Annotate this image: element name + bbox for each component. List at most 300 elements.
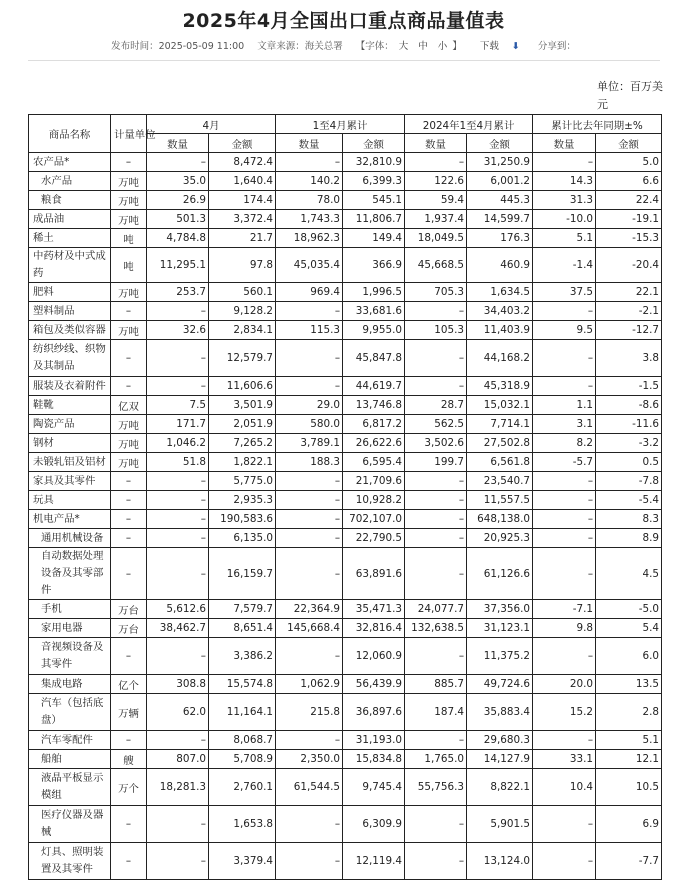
cell-value: 4.5 [596,548,662,600]
font-size-control [356,41,462,52]
cell-commodity: 服装及衣着附件 [29,377,111,396]
cell-value: 1.1 [533,396,596,415]
cell-value: – [405,731,467,750]
cell-value: 23,540.7 [467,472,533,491]
table-row [29,510,662,529]
cell-unit: – [111,472,147,491]
cell-value: – [276,472,343,491]
unit-label: 单位：百万美元 [597,80,663,111]
header-qty: 数量 [533,134,596,153]
cell-value: – [276,377,343,396]
cell-value: 29,680.3 [467,731,533,750]
cell-value: 38,462.7 [147,619,209,638]
cell-value: 7,265.2 [209,434,276,453]
cell-commodity: 玩具 [29,491,111,510]
cell-value: 560.1 [209,283,276,302]
header-amt: 金额 [343,134,405,153]
cell-value: 562.5 [405,415,467,434]
cell-value: 13,746.8 [343,396,405,415]
cell-value: 14,127.9 [467,750,533,769]
cell-value: 20.0 [533,675,596,694]
cell-commodity: 箱包及类似容器 [29,321,111,340]
header-prev-cumulative: 2024年1至4月累计 [405,115,533,134]
cell-value: – [533,377,596,396]
cell-commodity: 手机 [29,600,111,619]
page-title: 2025年4月全国出口重点商品量值表 [182,10,505,32]
cell-unit: 艘 [111,750,147,769]
cell-commodity: 汽车（包括底盘） [29,694,111,731]
cell-commodity: 通用机械设备 [29,529,111,548]
cell-commodity: 陶瓷产品 [29,415,111,434]
cell-value: 8.9 [596,529,662,548]
table-row [29,340,662,377]
cell-value: 14,599.7 [467,210,533,229]
cell-value: 253.7 [147,283,209,302]
cell-value: -7.1 [533,600,596,619]
cell-value: 33,681.6 [343,302,405,321]
cell-value: 56,439.9 [343,675,405,694]
cell-unit: 万吨 [111,191,147,210]
cell-value: 8.2 [533,434,596,453]
cell-value: -1.4 [533,248,596,283]
cell-value: 15.2 [533,694,596,731]
cell-value: – [405,377,467,396]
cell-unit: 万吨 [111,283,147,302]
cell-commodity: 成品油 [29,210,111,229]
cell-value: 3,372.4 [209,210,276,229]
cell-value: 12.1 [596,750,662,769]
cell-value: 190,583.6 [209,510,276,529]
cell-unit: – [111,806,147,843]
cell-value: 34,403.2 [467,302,533,321]
cell-value: – [276,302,343,321]
divider [28,60,660,61]
header-cumulative: 1至4月累计 [276,115,405,134]
cell-value: 22,364.9 [276,600,343,619]
font-size-open: 【字体： [355,41,394,52]
cell-value: 885.7 [405,675,467,694]
cell-value: – [147,302,209,321]
cell-value: 37,356.0 [467,600,533,619]
cell-value: 3,379.4 [209,843,276,880]
table-row [29,472,662,491]
table-row [29,600,662,619]
cell-value: 15,834.8 [343,750,405,769]
cell-value: 7,579.7 [209,600,276,619]
download-label: 下载 [479,41,499,52]
cell-value: 2,935.3 [209,491,276,510]
cell-value: – [276,510,343,529]
table-row [29,396,662,415]
cell-value: 9,955.0 [343,321,405,340]
cell-unit: – [111,302,147,321]
cell-value: – [405,843,467,880]
cell-value: 5.0 [596,153,662,172]
cell-unit: – [111,638,147,675]
table-row [29,491,662,510]
cell-unit: – [111,731,147,750]
cell-value: 2,350.0 [276,750,343,769]
cell-value: 18,962.3 [276,229,343,248]
cell-value: – [533,491,596,510]
cell-value: – [405,302,467,321]
cell-value: 11,164.1 [209,694,276,731]
cell-value: 648,138.0 [467,510,533,529]
cell-value: 7.5 [147,396,209,415]
cell-value: 215.8 [276,694,343,731]
cell-commodity: 粮食 [29,191,111,210]
cell-value: 6.9 [596,806,662,843]
header-april: 4月 [147,115,276,134]
cell-value: 35.0 [147,172,209,191]
cell-value: – [405,529,467,548]
table-row [29,548,662,600]
cell-value: -7.8 [596,472,662,491]
cell-value: 3,789.1 [276,434,343,453]
cell-value: – [405,548,467,600]
cell-value: 3,502.6 [405,434,467,453]
cell-value: 31,250.9 [467,153,533,172]
cell-value: – [405,806,467,843]
cell-value: 969.4 [276,283,343,302]
cell-value: – [147,153,209,172]
cell-value: 31.3 [533,191,596,210]
cell-value: 8,822.1 [467,769,533,806]
cell-commodity: 中药材及中式成药 [29,248,111,283]
cell-unit: 万个 [111,769,147,806]
header-qty: 数量 [276,134,343,153]
cell-value: 14.3 [533,172,596,191]
cell-value: 33.1 [533,750,596,769]
cell-commodity: 液晶平板显示模组 [29,769,111,806]
header-qty: 数量 [405,134,467,153]
table-row [29,694,662,731]
cell-value: 501.3 [147,210,209,229]
cell-value: – [276,529,343,548]
cell-commodity: 机电产品* [29,510,111,529]
cell-unit: 万吨 [111,434,147,453]
cell-value: 0.5 [596,453,662,472]
cell-commodity: 塑料制品 [29,302,111,321]
cell-value: 59.4 [405,191,467,210]
cell-value: – [147,843,209,880]
cell-unit: – [111,548,147,600]
cell-commodity: 医疗仪器及器械 [29,806,111,843]
cell-value: 78.0 [276,191,343,210]
cell-value: 3.1 [533,415,596,434]
cell-value: – [533,340,596,377]
cell-value: – [147,510,209,529]
cell-value: 11,806.7 [343,210,405,229]
cell-value: – [533,510,596,529]
cell-value: – [405,491,467,510]
cell-value: 5,775.0 [209,472,276,491]
cell-value: – [276,638,343,675]
cell-unit: 亿个 [111,675,147,694]
cell-value: – [276,491,343,510]
share-label: 分享到： [537,41,576,52]
cell-value: 6,001.2 [467,172,533,191]
table-row [29,191,662,210]
cell-unit: – [111,843,147,880]
cell-value: 2,834.1 [209,321,276,340]
cell-value: 366.9 [343,248,405,283]
cell-value: 5.4 [596,619,662,638]
cell-value: – [405,638,467,675]
cell-value: 45,847.8 [343,340,405,377]
header-name: 商品名称 [29,115,111,153]
cell-value: 32,810.9 [343,153,405,172]
cell-value: 6,817.2 [343,415,405,434]
table-row [29,172,662,191]
cell-value: 6,135.0 [209,529,276,548]
cell-value: 13.5 [596,675,662,694]
cell-value: 5.1 [533,229,596,248]
article-meta [0,38,687,52]
cell-value: 11,295.1 [147,248,209,283]
cell-commodity: 稀土 [29,229,111,248]
article-source: 文章来源：海关总署 [257,41,343,52]
cell-value: 445.3 [467,191,533,210]
cell-value: 22,790.5 [343,529,405,548]
table-row [29,731,662,750]
cell-value: 9,745.4 [343,769,405,806]
cell-value: 11,606.6 [209,377,276,396]
cell-unit: 万吨 [111,210,147,229]
cell-unit: – [111,529,147,548]
cell-value: – [405,510,467,529]
cell-value: 580.0 [276,415,343,434]
cell-commodity: 音视频设备及其零件 [29,638,111,675]
cell-value: 122.6 [405,172,467,191]
cell-value: 11,403.9 [467,321,533,340]
download-icon: ⬇ [511,41,520,52]
cell-value: 11,557.5 [467,491,533,510]
cell-value: -5.7 [533,453,596,472]
table-row [29,434,662,453]
cell-value: 807.0 [147,750,209,769]
cell-unit: 万吨 [111,415,147,434]
cell-value: 1,765.0 [405,750,467,769]
cell-value: 27,502.8 [467,434,533,453]
cell-value: 26.9 [147,191,209,210]
publish-time: 发布时间：2025-05-09 11:00 [111,41,245,52]
cell-commodity: 灯具、照明装置及其零件 [29,843,111,880]
cell-value: – [533,806,596,843]
cell-value: 8.3 [596,510,662,529]
cell-commodity: 肥料 [29,283,111,302]
cell-commodity: 汽车零配件 [29,731,111,750]
cell-commodity: 水产品 [29,172,111,191]
table-row [29,302,662,321]
cell-unit: 万吨 [111,453,147,472]
cell-value: 1,996.5 [343,283,405,302]
table-row [29,415,662,434]
font-medium-link[interactable]: 中 [418,41,428,52]
font-size-close: 】 [452,41,462,52]
cell-value: 21.7 [209,229,276,248]
cell-value: 51.8 [147,453,209,472]
cell-value: – [533,843,596,880]
cell-value: 2,760.1 [209,769,276,806]
cell-value: 31,123.1 [467,619,533,638]
cell-value: 5,708.9 [209,750,276,769]
table-row [29,769,662,806]
cell-value: 705.3 [405,283,467,302]
cell-value: -10.0 [533,210,596,229]
cell-value: 45,668.5 [405,248,467,283]
cell-value: 22.1 [596,283,662,302]
cell-value: – [147,472,209,491]
cell-value: 15,574.8 [209,675,276,694]
cell-value: 3.8 [596,340,662,377]
cell-value: -8.6 [596,396,662,415]
cell-value: 1,743.3 [276,210,343,229]
cell-value: – [276,548,343,600]
cell-value: 10.5 [596,769,662,806]
cell-value: 6.0 [596,638,662,675]
cell-value: 6,595.4 [343,453,405,472]
cell-value: 16,159.7 [209,548,276,600]
cell-unit: 吨 [111,229,147,248]
cell-unit: 万吨 [111,321,147,340]
cell-value: 26,622.6 [343,434,405,453]
cell-value: 132,638.5 [405,619,467,638]
header-unit: 计量单位 [111,115,147,153]
cell-value: 199.7 [405,453,467,472]
cell-value: 2.8 [596,694,662,731]
cell-value: 28.7 [405,396,467,415]
cell-unit: – [111,153,147,172]
cell-value: 140.2 [276,172,343,191]
cell-value: 22.4 [596,191,662,210]
cell-value: 61,126.6 [467,548,533,600]
cell-value: 12,119.4 [343,843,405,880]
cell-commodity: 钢材 [29,434,111,453]
cell-value: 44,619.7 [343,377,405,396]
cell-value: 2,051.9 [209,415,276,434]
cell-value: 187.4 [405,694,467,731]
cell-value: 1,640.4 [209,172,276,191]
cell-value: 1,062.9 [276,675,343,694]
table-row [29,529,662,548]
table-body [29,153,662,880]
cell-unit: 万辆 [111,694,147,731]
header-amt: 金额 [467,134,533,153]
cell-commodity: 鞋靴 [29,396,111,415]
download-link[interactable] [475,41,525,52]
cell-commodity: 纺织纱线、织物及其制品 [29,340,111,377]
cell-value: – [405,340,467,377]
table-row [29,843,662,880]
cell-value: 6,309.9 [343,806,405,843]
cell-value: – [147,377,209,396]
cell-value: -5.0 [596,600,662,619]
cell-value: -11.6 [596,415,662,434]
cell-value: 45,318.9 [467,377,533,396]
cell-value: 31,193.0 [343,731,405,750]
cell-value: 308.8 [147,675,209,694]
cell-value: – [533,638,596,675]
cell-value: 4,784.8 [147,229,209,248]
cell-value: 11,375.2 [467,638,533,675]
cell-commodity: 集成电路 [29,675,111,694]
cell-value: 35,471.3 [343,600,405,619]
cell-value: – [147,529,209,548]
cell-value: 12,060.9 [343,638,405,675]
font-small-link[interactable]: 小 [437,41,448,52]
cell-value: 21,709.6 [343,472,405,491]
cell-value: 1,046.2 [147,434,209,453]
cell-value: – [276,843,343,880]
cell-value: 20,925.3 [467,529,533,548]
cell-value: 145,668.4 [276,619,343,638]
cell-value: 9,128.2 [209,302,276,321]
cell-commodity: 家用电器 [29,619,111,638]
cell-value: – [533,731,596,750]
cell-value: – [147,491,209,510]
table-row [29,153,662,172]
cell-value: 12,579.7 [209,340,276,377]
cell-value: 49,724.6 [467,675,533,694]
table-row [29,377,662,396]
cell-value: 702,107.0 [343,510,405,529]
cell-value: 62.0 [147,694,209,731]
cell-commodity: 船舶 [29,750,111,769]
font-large-link[interactable]: 大 [398,41,409,52]
header-change: 累计比去年同期±% [533,115,662,134]
cell-value: -20.4 [596,248,662,283]
cell-commodity: 农产品* [29,153,111,172]
cell-value: 45,035.4 [276,248,343,283]
cell-value: 18,281.3 [147,769,209,806]
cell-value: 5,612.6 [147,600,209,619]
cell-unit: 万台 [111,600,147,619]
table-row [29,806,662,843]
cell-value: 115.3 [276,321,343,340]
cell-value: 1,653.8 [209,806,276,843]
cell-value: 35,883.4 [467,694,533,731]
cell-value: – [533,548,596,600]
cell-value: 6.6 [596,172,662,191]
cell-value: -19.1 [596,210,662,229]
cell-value: 13,124.0 [467,843,533,880]
cell-value: 3,501.9 [209,396,276,415]
cell-value: 5,901.5 [467,806,533,843]
cell-value: -1.5 [596,377,662,396]
cell-value: – [147,806,209,843]
cell-commodity: 未锻轧铝及铝材 [29,453,111,472]
cell-value: -5.4 [596,491,662,510]
cell-value: 63,891.6 [343,548,405,600]
cell-value: – [147,638,209,675]
header-qty: 数量 [147,134,209,153]
export-table [28,114,662,880]
cell-value: – [533,153,596,172]
cell-value: 171.7 [147,415,209,434]
table-row [29,619,662,638]
cell-value: – [147,731,209,750]
table-row [29,283,662,302]
cell-value: 1,937.4 [405,210,467,229]
cell-unit: – [111,491,147,510]
cell-value: 10,928.2 [343,491,405,510]
table-row [29,229,662,248]
cell-value: 8,472.4 [209,153,276,172]
cell-value: 32.6 [147,321,209,340]
cell-value: – [533,472,596,491]
table-row [29,210,662,229]
